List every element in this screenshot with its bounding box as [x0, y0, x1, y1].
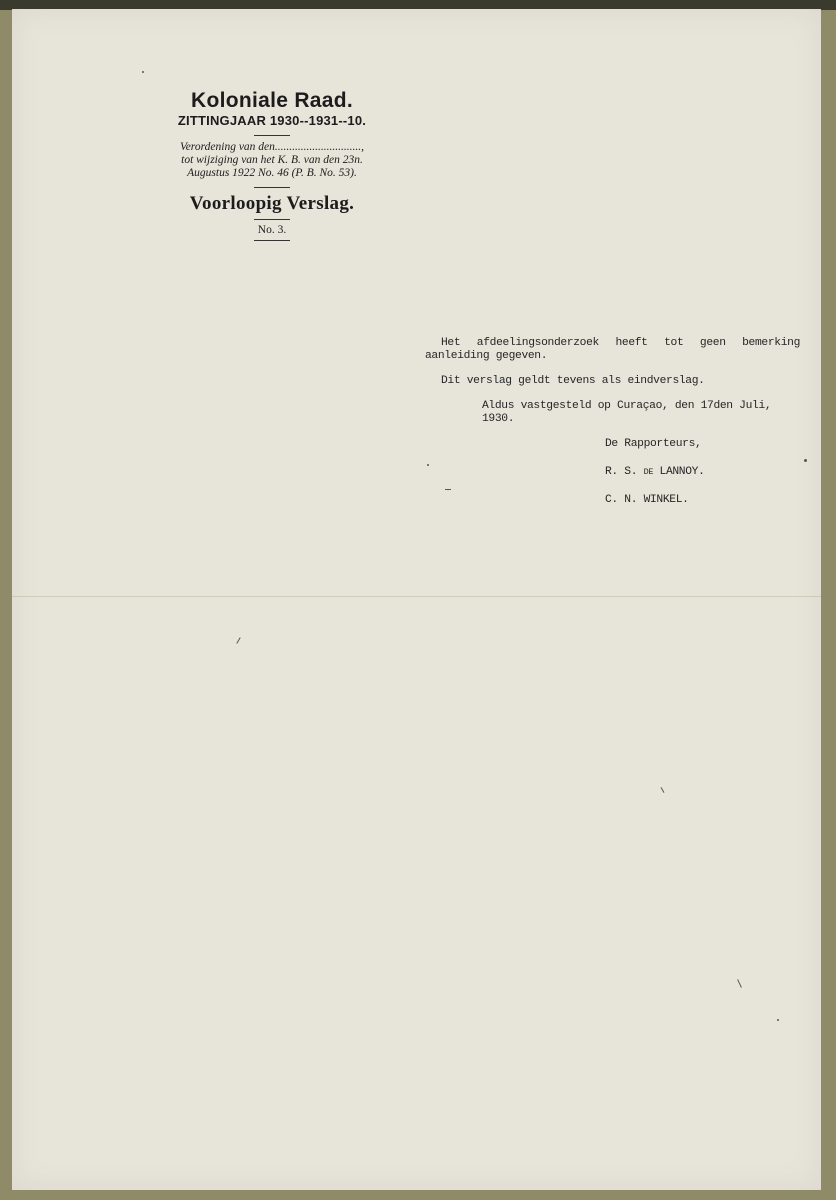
paper-speck	[427, 464, 429, 466]
divider	[254, 240, 290, 241]
signature-winkel: C. N. WINKEL.	[605, 494, 689, 506]
divider	[254, 187, 290, 188]
paper-speck	[142, 71, 144, 73]
report-number: No. 3.	[257, 224, 287, 236]
signature-particle: DE	[643, 467, 654, 477]
council-title: Koloniale Raad.	[190, 89, 354, 112]
ordinance-line-1: Verordening van den..............................,	[179, 141, 365, 153]
paragraph-adopted: Aldus vastgesteld op Curaçao, den 17den Juli, 1930.	[482, 400, 772, 425]
ordinance-subject	[122, 141, 422, 180]
divider	[254, 135, 290, 136]
paper-speck	[236, 637, 240, 644]
page-fold	[12, 596, 821, 597]
signature-initials: R. S.	[605, 466, 644, 478]
report-body	[425, 337, 800, 507]
paper-speck	[804, 459, 807, 462]
paper-speck	[445, 489, 451, 490]
document-header	[122, 89, 422, 246]
paper-speck	[737, 979, 742, 988]
paper-speck	[777, 1019, 779, 1021]
ordinance-line-3: Augustus 1922 No. 46 (P. B. No. 53).	[187, 167, 357, 179]
report-title: Voorloopig Verslag.	[189, 193, 355, 214]
paragraph-final-report: Dit verslag geldt tevens als eindverslag.	[441, 375, 705, 387]
divider	[254, 219, 290, 220]
ordinance-line-2: tot wijziging van het K. B. van den 23n.	[181, 154, 363, 166]
session-year: ZITTINGJAAR 1930--1931--10.	[177, 113, 367, 128]
paragraph-investigation: Het afdeelingsonderzoek heeft tot geen bemerking aanleiding gegeven.	[425, 337, 800, 362]
signature-surname: LANNOY.	[653, 466, 705, 478]
rapporteurs-heading: De Rapporteurs,	[605, 438, 702, 450]
document-page	[12, 9, 821, 1190]
paper-speck	[661, 787, 665, 793]
signature-de-lannoy	[605, 466, 800, 479]
